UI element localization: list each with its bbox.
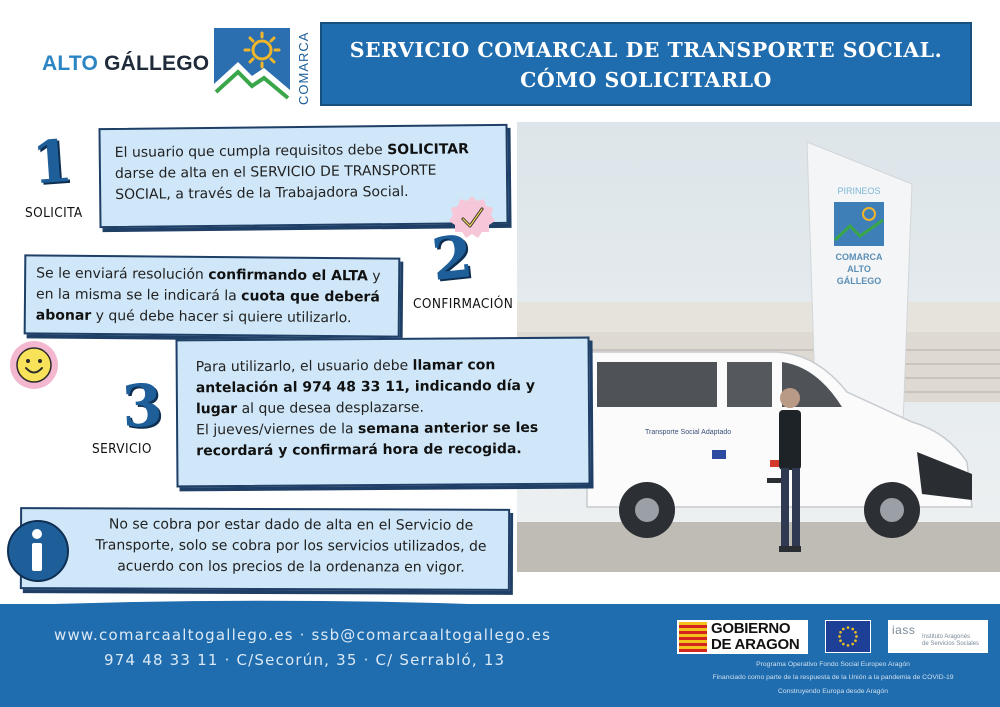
footer-contact-phone-address: 974 48 33 11 · C/Secorún, 35 · C/ Serrabló, 13 (104, 651, 506, 669)
iass-sub1: Instituto Aragonés (922, 634, 971, 640)
logo-gallego-text: GÁLLEGO (104, 52, 210, 75)
logo-comarca-text: COMARCA (296, 31, 311, 105)
gobierno-line2: DE ARAGON (711, 635, 800, 653)
smiley-icon (9, 340, 59, 390)
funding-line-2: Financiado como parte de la respuesta de la Unión a la pandemia de COVID-19 (712, 674, 954, 681)
funding-line-3: Construyendo Europa desde Aragón (778, 688, 888, 695)
step-2-text: Se le enviará resolución confirmando el ALTA y en la misma se le indicará la cuota que deberá abonar y qué debe hacer si quiere utilizarlo. (35, 265, 381, 327)
van-label-text: Transporte Social Adaptado (645, 429, 732, 436)
info-text: No se cobra por estar dado de alta en el Servicio de Transporte, solo se cobra por los servicios utilizados, de acuerdo con los precios de la ordenanza en vigor. (95, 516, 487, 576)
gobierno-line1: GOBIERNO (711, 620, 791, 637)
step-3-text: Para utilizarlo, el usuario debe llamar con antelación al 974 48 33 11, indicando día y lugar al que desea desplazarse. El jueves/viernes de la semana anterior se les recordará y confirmará hora de recogida. (195, 357, 539, 460)
sign-gallego-text: GÁLLEGO (836, 276, 882, 286)
sign-pirineos-text: PIRINEOS (837, 186, 881, 196)
iass-logo (888, 620, 988, 653)
step-1-box (98, 124, 508, 228)
step-1-text: El usuario que cumpla requisitos debe SOLICITAR darse de alta en el SERVICIO DE TRANSPORTE SOCIAL, a través de la Trabajadora Social. (114, 141, 469, 203)
eu-flag-icon (825, 620, 871, 653)
comarca-logo-icon (212, 26, 292, 104)
step-3-label: SERVICIO (92, 441, 152, 457)
step-1-label: SOLICITA (25, 205, 83, 221)
gobierno-aragon-logo (677, 620, 808, 654)
title-banner (320, 22, 972, 106)
info-box (20, 507, 510, 591)
info-icon (4, 514, 70, 584)
funding-line-1: Programa Operativo Fondo Social Europeo Aragón (756, 661, 910, 668)
aragon-flag-icon (679, 622, 707, 652)
logo-comarca-vertical (291, 25, 313, 107)
sign-comarca-text: COMARCA (835, 252, 883, 262)
step-3-box (175, 337, 590, 488)
iass-logo-text: iass (892, 623, 916, 637)
logo-wordmark (42, 52, 209, 76)
iass-sub2: de Servicios Sociales (922, 641, 980, 647)
logo-alto-text: ALTO (42, 52, 99, 75)
step-2-box (24, 254, 401, 337)
step-3-number: 3 (120, 370, 165, 442)
footer-contact-web-email: www.comarcaaltogallego.es · ssb@comarcaaltogallego.es (54, 626, 552, 644)
step-1-number: 1 (29, 126, 75, 198)
page-subtitle: CÓMO SOLICITARLO (520, 68, 772, 92)
sign-alto-text: ALTO (847, 264, 871, 274)
step-2-label: CONFIRMACIÓN (413, 296, 514, 312)
page-title: SERVICIO COMARCAL DE TRANSPORTE SOCIAL. (349, 38, 943, 62)
step-2-number: 2 (428, 222, 476, 294)
